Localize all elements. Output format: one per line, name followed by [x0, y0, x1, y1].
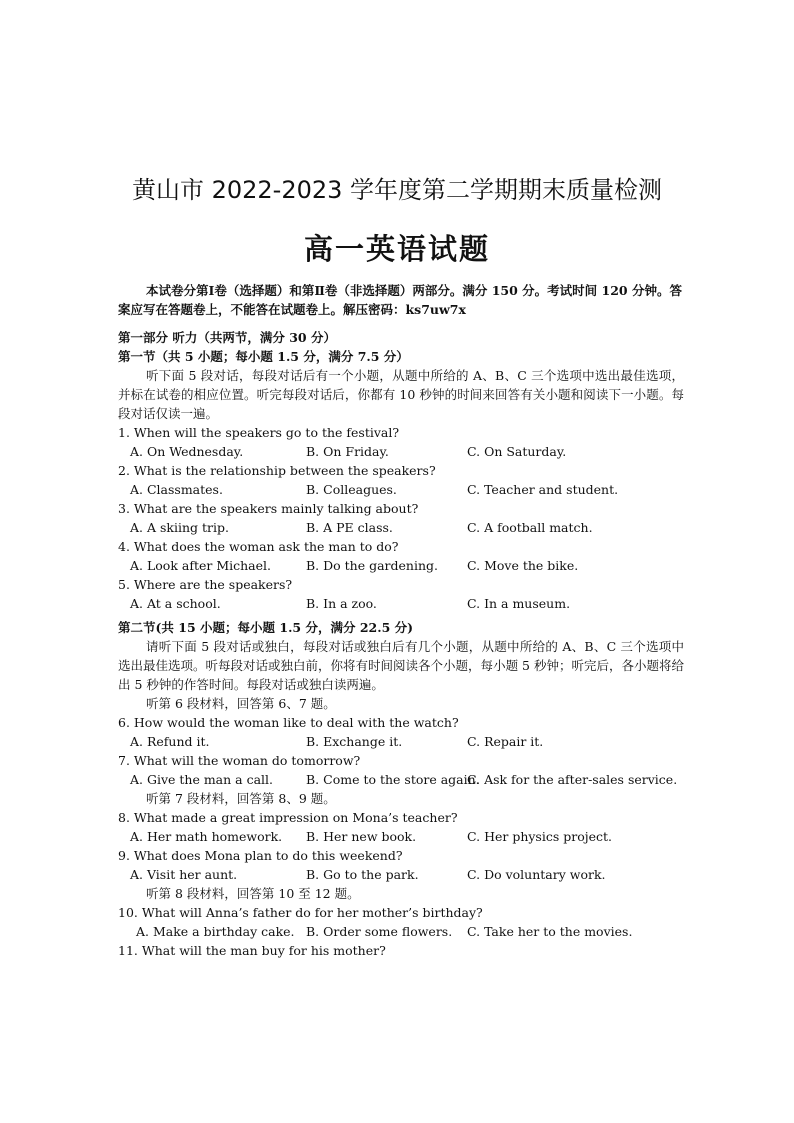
section2-instructions: 请听下面 5 段对话或独白，每段对话或独白后有几个小题，从题中所给的 A、B、C 三个选项中选出最佳选项。听每段对话或独白前，你将有时间阅读各个小题，每小题 5 秒钟；听完后，各小题将给出 5 秒钟的作答时间。每段对话或独白读两遍。	[118, 639, 684, 692]
option-c: C. In a museum.	[467, 596, 571, 611]
exam-intro: 本试卷分第Ⅰ卷（选择题）和第Ⅱ卷（非选择题）两部分。满分 150 分。考试时间 120 分钟。答案应写在答题卷上，不能答在试题卷上。解压密码：ks7uw7x	[118, 283, 682, 317]
question-1: 1. When will the speakers go to the festival?	[118, 425, 400, 440]
exam-title: 黄山市 2022-2023 学年度第二学期期末质量检测	[131, 176, 663, 204]
option-c: C. Repair it.	[467, 734, 544, 749]
section1-heading: 第一节（共 5 小题；每小题 1.5 分，满分 7.5 分）	[118, 349, 409, 364]
question-2: 2. What is the relationship between the speakers?	[118, 463, 436, 478]
question-8-options	[118, 827, 684, 846]
option-b: B. Go to the park.	[306, 867, 419, 882]
option-c: C. Her physics project.	[467, 829, 613, 844]
question-8: 8. What made a great impression on Mona’s teacher?	[118, 810, 458, 825]
option-b: B. Order some flowers.	[306, 924, 453, 939]
question-10: 10. What will Anna’s father do for her mother’s birthday?	[118, 905, 483, 920]
exam-body	[118, 328, 684, 960]
question-9: 9. What does Mona plan to do this weekend?	[118, 848, 403, 863]
material-note-7: 听第 7 段材料，回答第 8、9 题。	[146, 791, 336, 806]
section1-instructions: 听下面 5 段对话，每段对话后有一个小题，从题中所给的 A、B、C 三个选项中选出最佳选项，并标在试卷的相应位置。听完每段对话后，你都有 10 秒钟的时间来回答有关小题和阅读下一小题。每段对话仅读一遍。	[118, 368, 684, 421]
question-7: 7. What will the woman do tomorrow?	[118, 753, 361, 768]
option-b: B. In a zoo.	[306, 596, 377, 611]
section2-heading: 第二节(共 15 小题；每小题 1.5 分，满分 22.5 分)	[118, 620, 414, 635]
exam-subtitle: 高一英语试题	[303, 232, 490, 266]
option-c: C. On Saturday.	[467, 444, 567, 459]
question-2-options	[118, 480, 684, 499]
material-note-6: 听第 6 段材料，回答第 6、7 题。	[146, 696, 336, 711]
option-a: A. Give the man a call.	[130, 772, 274, 787]
option-c: C. Move the bike.	[467, 558, 579, 573]
question-4: 4. What does the woman ask the man to do?	[118, 539, 399, 554]
option-b: B. Her new book.	[306, 829, 417, 844]
option-a: A. Refund it.	[130, 734, 210, 749]
option-c: C. Do voluntary work.	[467, 867, 606, 882]
option-a: A. Classmates.	[130, 482, 223, 497]
option-c: C. Ask for the after-sales service.	[467, 772, 678, 787]
question-6-options	[118, 732, 684, 751]
option-b: B. Exchange it.	[306, 734, 403, 749]
option-a: A. Make a birthday cake.	[136, 924, 295, 939]
question-5: 5. Where are the speakers?	[118, 577, 293, 592]
question-6: 6. How would the woman like to deal with the watch?	[118, 715, 459, 730]
option-b: B. Do the gardening.	[306, 558, 439, 573]
question-11: 11. What will the man buy for his mother?	[118, 943, 386, 958]
option-b: B. Come to the store again.	[306, 772, 480, 787]
material-note-8: 听第 8 段材料，回答第 10 至 12 题。	[146, 886, 360, 901]
option-b: B. A PE class.	[306, 520, 393, 535]
question-7-options	[118, 770, 684, 789]
option-b: B. Colleagues.	[306, 482, 397, 497]
option-a: A. Look after Michael.	[130, 558, 271, 573]
question-3-options	[118, 518, 684, 537]
option-c: C. Teacher and student.	[467, 482, 619, 497]
option-a: A. A skiing trip.	[130, 520, 229, 535]
question-1-options	[118, 442, 684, 461]
question-4-options	[118, 556, 684, 575]
question-5-options	[118, 594, 684, 613]
question-3: 3. What are the speakers mainly talking about?	[118, 501, 419, 516]
option-c: C. A football match.	[467, 520, 593, 535]
question-9-options	[118, 865, 684, 884]
question-10-options	[118, 922, 684, 941]
part1-heading: 第一部分 听力（共两节，满分 30 分）	[118, 330, 336, 345]
option-c: C. Take her to the movies.	[467, 924, 633, 939]
option-a: A. Visit her aunt.	[130, 867, 238, 882]
option-a: A. On Wednesday.	[130, 444, 244, 459]
option-b: B. On Friday.	[306, 444, 389, 459]
option-a: A. Her math homework.	[130, 829, 283, 844]
option-a: A. At a school.	[130, 596, 221, 611]
